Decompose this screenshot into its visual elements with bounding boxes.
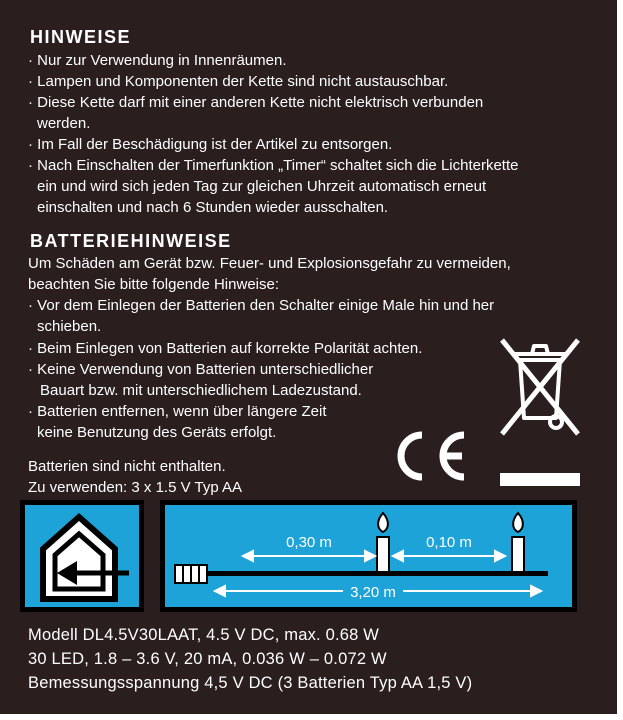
- total-length-label: 3,20 m: [350, 584, 396, 601]
- spec-led: 30 LED, 1.8 – 3.6 V, 20 mA, 0.036 W – 0.072 W: [28, 650, 387, 668]
- batterie-item: · Beim Einlegen von Batterien auf korrekte Polarität achten.: [28, 338, 422, 359]
- chain-diagram-box: [160, 500, 577, 612]
- hinweise-item-continuation: werden.: [37, 115, 91, 132]
- plug-icon: [175, 565, 207, 583]
- hinweise-item-continuation: ein und wird sich jeden Tag zur gleichen Uhrzeit automatisch erneut: [37, 178, 487, 195]
- candle-icon-2: [512, 513, 524, 572]
- hinweise-item: · Lampen und Komponenten der Kette sind nicht austauschbar.: [28, 71, 448, 92]
- cable: [205, 571, 548, 576]
- hinweise-heading: HINWEISE: [30, 27, 132, 47]
- hinweise-item: · Nur zur Verwendung in Innenräumen.: [28, 50, 287, 71]
- ce-mark-text: CE: [384, 427, 386, 428]
- batterie-intro: beachten Sie bitte folgende Hinweise:: [28, 276, 280, 293]
- spacing-first-label: 0,30 m: [286, 534, 332, 551]
- crossed-out-wheelie-bin-icon: [490, 330, 590, 440]
- batterie-item: · Keine Verwendung von Batterien unterschiedlicher: [28, 359, 373, 380]
- weee-bar: [500, 473, 580, 486]
- batterie-item-continuation: keine Benutzung des Geräts erfolgt.: [37, 424, 277, 441]
- indoor-use-box: [20, 500, 144, 612]
- spec-voltage: Bemessungsspannung 4,5 V DC (3 Batterien Typ AA 1,5 V): [28, 674, 473, 692]
- battery-note: Zu verwenden: 3 x 1.5 V Typ AA: [28, 479, 243, 496]
- batterie-item: · Batterien entfernen, wenn über längere Zeit: [28, 401, 327, 422]
- light-chain-diagram: [165, 505, 572, 607]
- hinweise-item: · Diese Kette darf mit einer anderen Kette nicht elektrisch verbunden: [28, 92, 483, 113]
- batterie-item-continuation: schieben.: [37, 318, 102, 335]
- battery-note: Batterien sind nicht enthalten.: [28, 458, 226, 475]
- hinweise-item-continuation: einschalten und nach 6 Stunden wieder ausschalten.: [37, 199, 389, 216]
- batterie-item: · Vor dem Einlegen der Batterien den Schalter einige Male hin und her: [28, 295, 494, 316]
- spec-model: Modell DL4.5V30LAAT, 4.5 V DC, max. 0.68 W: [28, 626, 380, 644]
- indoor-house-icon: [25, 505, 139, 607]
- batterie-heading: BATTERIEHINWEISE: [30, 231, 232, 251]
- candle-icon-1: [377, 513, 389, 572]
- hinweise-item: · Nach Einschalten der Timerfunktion „Timer“ schaltet sich die Lichterkette: [28, 155, 518, 176]
- hinweise-item: · Im Fall der Beschädigung ist der Artikel zu entsorgen.: [28, 134, 392, 155]
- spacing-between-label: 0,10 m: [426, 534, 472, 551]
- batterie-intro: Um Schäden am Gerät bzw. Feuer- und Explosionsgefahr zu vermeiden,: [28, 255, 511, 272]
- batterie-item-continuation: Bauart bzw. mit unterschiedlichem Ladezustand.: [40, 382, 362, 399]
- ce-mark-icon: [384, 427, 474, 485]
